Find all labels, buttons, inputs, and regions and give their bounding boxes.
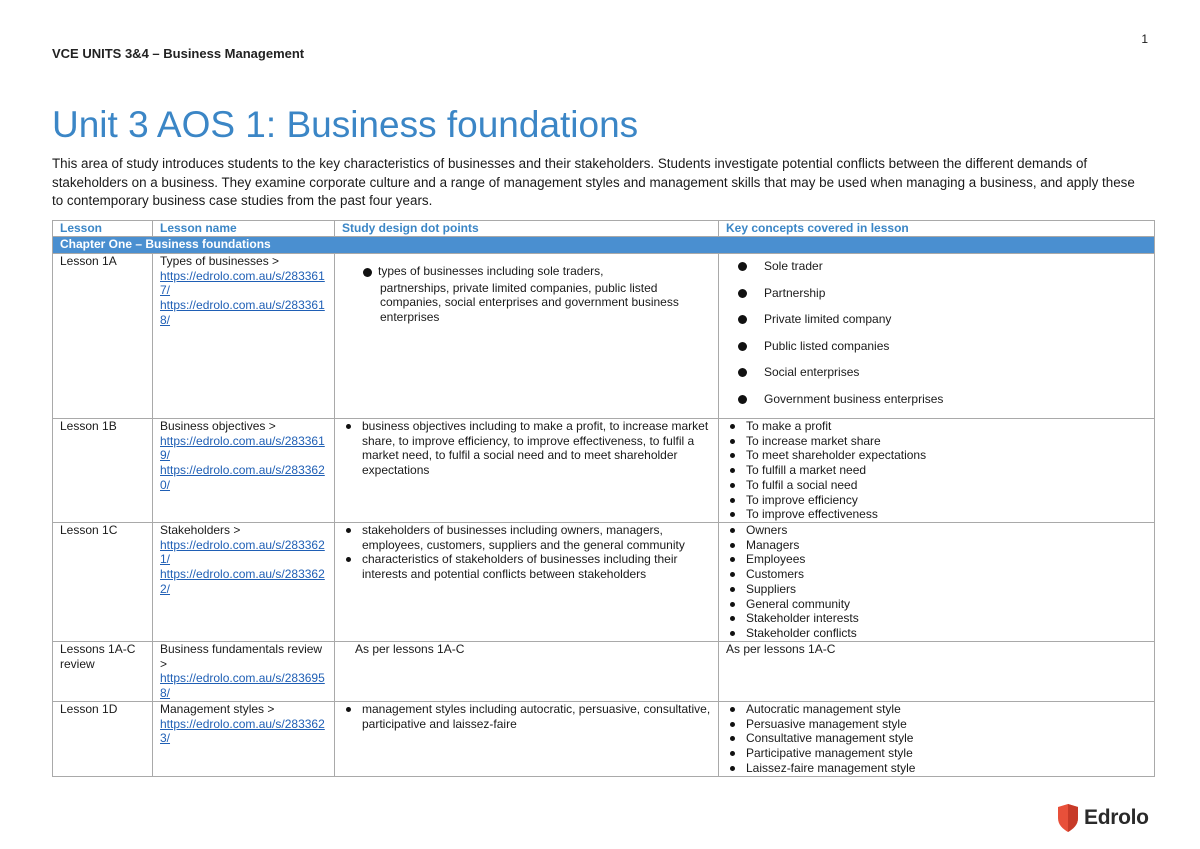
lesson-name-cell: [153, 642, 335, 702]
page-number: 1: [1141, 32, 1148, 46]
lesson-link[interactable]: https://edrolo.com.au/s/2833621/: [160, 537, 325, 567]
concept-item: Government business enterprises: [764, 392, 1147, 419]
lesson-id: Lesson 1A: [53, 254, 153, 419]
study-design-cell: [335, 419, 719, 523]
key-concepts-cell: [719, 523, 1155, 642]
lesson-name-cell: [153, 254, 335, 419]
study-point: characteristics of stakeholders of businesses including their interests and potential conflicts between stakeholders: [362, 552, 711, 581]
lesson-link[interactable]: https://edrolo.com.au/s/2833617/: [160, 268, 325, 298]
concept-item: General community: [746, 597, 1147, 612]
concept-item: To fulfill a market need: [746, 463, 1147, 478]
chapter-row: [53, 237, 1155, 254]
concept-item: Public listed companies: [764, 339, 1147, 366]
concept-item: Autocratic management style: [746, 702, 1147, 717]
header-lesson-name: Lesson name: [153, 221, 335, 237]
concept-item: Participative management style: [746, 746, 1147, 761]
study-point: types of businesses including sole traders,: [378, 264, 604, 278]
chapter-title: Chapter One – Business foundations: [53, 237, 1155, 254]
lesson-name-cell: [153, 419, 335, 523]
header-key-concepts: Key concepts covered in lesson: [719, 221, 1155, 237]
concept-item: Partnership: [764, 286, 1147, 313]
concept-item: To improve effectiveness: [746, 507, 1147, 522]
lesson-link[interactable]: https://edrolo.com.au/s/2833622/: [160, 567, 325, 596]
study-point: business objectives including to make a profit, to increase market share, to improve efficiency, to improve effectiveness, to fulfil a market need, to fulfil a social need and to meet shareholder expectations: [362, 419, 711, 478]
concept-item: Sole trader: [764, 259, 1147, 286]
logo-text: Edrolo: [1084, 806, 1149, 829]
lesson-name: Business fundamentals review >: [160, 642, 323, 671]
table-row: [53, 642, 1155, 702]
concept-item: Laissez-faire management style: [746, 761, 1147, 776]
concept-item: To increase market share: [746, 434, 1147, 449]
study-point: management styles including autocratic, persuasive, consultative, participative and laissez-faire: [362, 702, 711, 731]
study-design-cell: [335, 642, 719, 702]
study-design-cell: [335, 254, 719, 419]
concept-item: Stakeholder interests: [746, 611, 1147, 626]
table-row: [53, 702, 1155, 777]
table-header-row: [53, 221, 1155, 237]
concept-item: To fulfil a social need: [746, 478, 1147, 493]
lesson-name-cell: [153, 702, 335, 777]
lesson-name: Types of businesses >: [160, 254, 280, 268]
study-point: stakeholders of businesses including owners, managers, employees, customers, suppliers and the general community: [362, 523, 711, 552]
concept-item: To improve efficiency: [746, 493, 1147, 508]
concept-item: To meet shareholder expectations: [746, 448, 1147, 463]
key-concepts-cell: [719, 419, 1155, 523]
lesson-link[interactable]: https://edrolo.com.au/s/2836958/: [160, 671, 325, 701]
concept-item: Managers: [746, 538, 1147, 553]
key-concepts-cell: [719, 702, 1155, 777]
concept-item: Stakeholder conflicts: [746, 626, 1147, 641]
study-text: As per lessons 1A-C: [355, 642, 465, 656]
concept-item: Employees: [746, 552, 1147, 567]
lesson-id: Lesson 1C: [53, 523, 153, 642]
table-row: [53, 254, 1155, 419]
edrolo-shield-icon: [1057, 804, 1079, 832]
lesson-table: [52, 220, 1155, 777]
lesson-id: Lesson 1B: [53, 419, 153, 523]
lesson-name-cell: [153, 523, 335, 642]
lesson-link[interactable]: https://edrolo.com.au/s/2833623/: [160, 716, 325, 746]
page-title: Unit 3 AOS 1: Business foundations: [52, 104, 639, 145]
study-design-cell: [335, 702, 719, 777]
concept-item: Consultative management style: [746, 731, 1147, 746]
lesson-name: Management styles >: [160, 702, 275, 716]
study-design-cell: [335, 523, 719, 642]
header-lesson: Lesson: [53, 221, 153, 237]
bullet-icon: [363, 268, 372, 277]
concept-item: Private limited company: [764, 312, 1147, 339]
concept-item: Persuasive management style: [746, 717, 1147, 732]
concept-item: To make a profit: [746, 419, 1147, 434]
edrolo-logo: [1057, 804, 1149, 832]
key-concepts-cell: [719, 642, 1155, 702]
table-row: [53, 523, 1155, 642]
running-header: VCE UNITS 3&4 – Business Management: [52, 46, 305, 61]
lesson-link[interactable]: https://edrolo.com.au/s/2833619/: [160, 433, 325, 463]
concept-item: Customers: [746, 567, 1147, 582]
concept-item: Owners: [746, 523, 1147, 538]
concepts-text: As per lessons 1A-C: [726, 642, 836, 656]
key-concepts-cell: [719, 254, 1155, 419]
table-row: [53, 419, 1155, 523]
study-point-continued: partnerships, private limited companies, public listed companies, social enterprises and government business enterprises: [380, 280, 679, 325]
lesson-id: Lesson 1D: [53, 702, 153, 777]
intro-paragraph: This area of study introduces students to the key characteristics of businesses and their stakeholders. Students investigate potential conflicts between the different demands of stakeholders on a business. They examine corporate culture and a range of management styles and management skills that may be used when managing a business, and apply these to contemporary business case studies from the past four years.: [52, 156, 1135, 208]
concept-item: Social enterprises: [764, 365, 1147, 392]
header-study-design: Study design dot points: [335, 221, 719, 237]
lesson-name: Business objectives >: [160, 419, 276, 433]
lesson-name: Stakeholders >: [160, 523, 241, 537]
lesson-link[interactable]: https://edrolo.com.au/s/2833620/: [160, 463, 325, 492]
lesson-link[interactable]: https://edrolo.com.au/s/2833618/: [160, 298, 325, 327]
lesson-id: Lessons 1A-C review: [53, 642, 153, 702]
concept-item: Suppliers: [746, 582, 1147, 597]
